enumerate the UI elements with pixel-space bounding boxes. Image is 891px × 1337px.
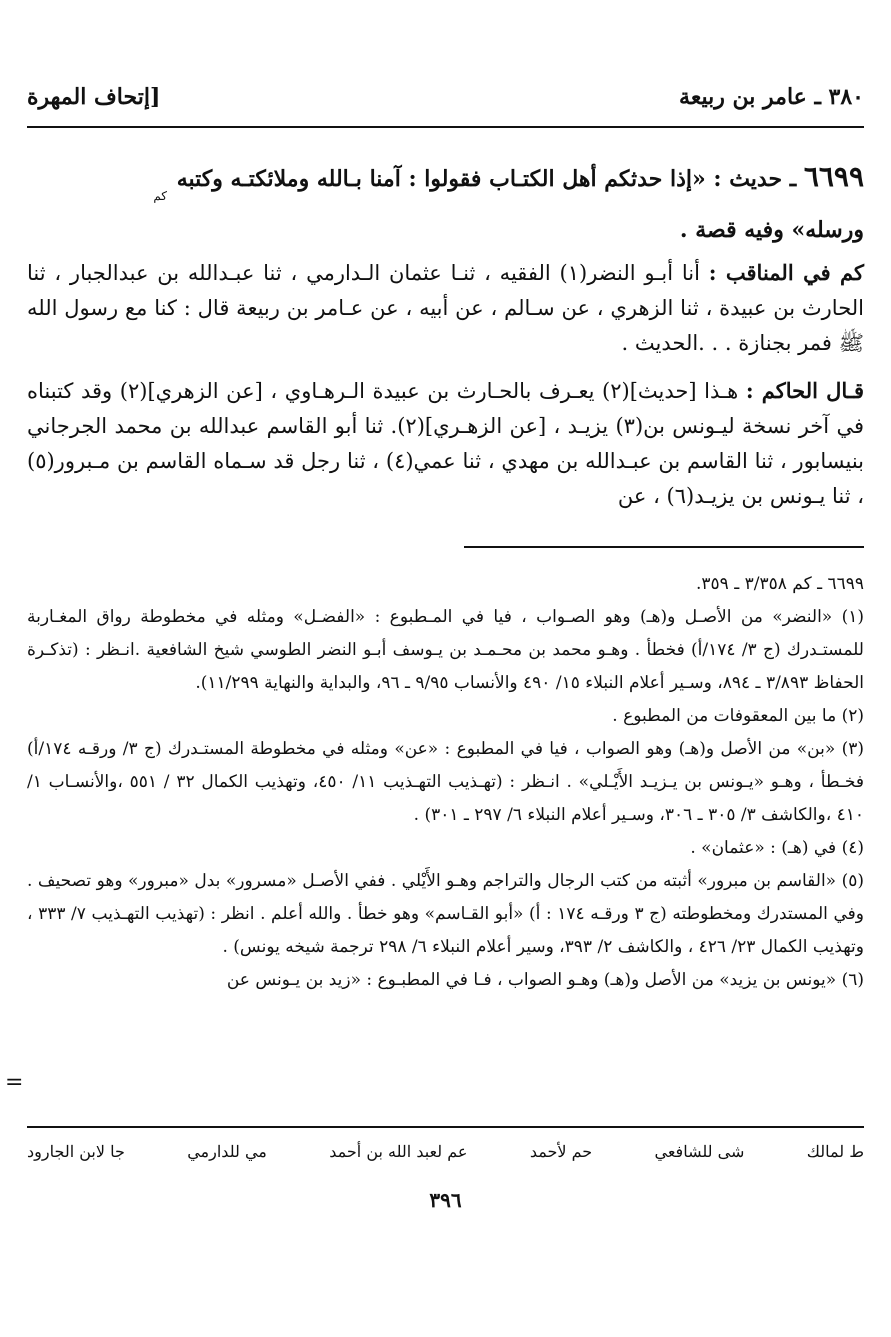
page-number: ٣٩٦ xyxy=(429,1188,462,1212)
sigla-item: مي للدارمي xyxy=(187,1142,267,1161)
header-chapter-title: ٣٨٠ ـ عامر بن ربيعة xyxy=(679,84,864,110)
sigla-item: جا لابن الجارود xyxy=(27,1142,125,1161)
hadith-text-cont: ورسله» وفيه قصة . xyxy=(679,217,864,243)
sigla-item: ط لمالك xyxy=(806,1142,864,1161)
hadith-heading xyxy=(27,160,864,247)
paragraph-1-text: أنا أبـو النضر(١) الفقيه ، ثنـا عثمان الـدارمي ، ثنا عبـدالله بن عبدالجبار ، ثنا الحارث بن عبيدة ، ثنا الزهري ، عن سـالم ، عن أبيه ، عن عـامر بن ربيعة قال : كنا مع رسول الله ﷺ فمر بجنازة . . .الحديث . xyxy=(27,261,864,355)
hadith-text: ـ حديث : «إذا حدثكم أهل الكتـاب فقولوا : آمنا بـالله وملائكتـه وكتبه xyxy=(176,166,797,192)
footnote-2: (٢) ما بين المعقوفات من المطبوع . xyxy=(612,706,864,726)
continuation-mark: = xyxy=(5,1070,24,1095)
paragraph-1-lead: كم في المناقب : xyxy=(708,260,865,285)
book-page xyxy=(5,70,865,1320)
header-divider xyxy=(27,126,864,128)
footnote-6: (٦) «يونس بن يزيد» من الأصل و(هـ) وهـو الصواب ، فـا في المطبـوع : «زيد بن يـونس عن xyxy=(226,970,864,990)
paragraph-2 xyxy=(27,373,864,514)
paragraph-2-text: هـذا [حديث](٢) يعـرف بالحـارث بن عبيدة الـرهـاوي ، [عن الزهري](٢) وقد كتبناه في آخر نسخة ليـونس بن(٣) يزيـد ، [عن الزهـري](٢). ثنا أبو القاسم عبدالله بن محمد الجرجاني بنيسابور ، ثنا القاسم بن عبـدالله بن مهدي ، ثنا عمي(٤) ، ثنا رجل قد سـماه القاسم بن مـبرور(٥) ، ثنا يـونس بن يزيـد(٦) ، عن xyxy=(27,379,865,508)
main-text xyxy=(27,255,864,526)
hadith-number: ٦٦٩٩ xyxy=(803,160,864,193)
footnote-ref: ٦٦٩٩ ـ كم ٣/٣٥٨ ـ ٣٥٩. xyxy=(695,574,864,594)
footnotes xyxy=(27,568,864,997)
paragraph-1 xyxy=(27,255,864,361)
sigla-item: عم لعبد الله بن أحمد xyxy=(329,1142,468,1161)
sigla-item: حم لأحمد xyxy=(529,1142,593,1161)
sigla-item: شی للشافعي xyxy=(654,1142,745,1161)
header-book-title: [إتحاف المهرة xyxy=(27,84,161,110)
footnote-5: (٥) «القاسم بن مبرور» أثبته من كتب الرجال والتراجم وهـو الأَيْلي . ففي الأصـل «مسرور» بدل «مبرور» وهو تصحيف . وفي المستدرك ومخطوطته (ج ٣ ورقـه ١٧٤ : أ) «أبو القـاسم» وهو خطأ . والله أعلم . انظر : (تهذيب التهـذيب ٧/ ٣٣٣ ، وتهذيب الكمال ٢٣/ ٤٢٦ ، والكاشف ٢/ ٣٩٣، وسير أعلام النبلاء ٦/ ٢٩٨ ترجمة شيخه يونس) . xyxy=(27,871,864,957)
sigla-divider xyxy=(27,1126,864,1128)
paragraph-2-lead: قـال الحاكم : xyxy=(745,378,864,403)
footnote-4: (٤) في (هـ) : «عثمان» . xyxy=(690,838,864,858)
footnote-3: (٣) «بن» من الأصل و(هـ) وهو الصواب ، فيا في المطبوع : «عن» ومثله في مخطوطة المستـدرك (ج ٣/ ورقـه ١٧٤/أ) فخـطأ ، وهـو «يـونس بن يـزيـد الأَيْـلي» . انـظر : (تهـذيب التهـذيب ١١/ ٤٥٠، وتهذيب الكمال ٣٢ / ٥٥١ ،والأنسـاب ١/ ٤١٠ ،والكاشف ٣/ ٣٠٥ ـ ٣٠٦، وسـير أعلام النبلاء ٦/ ٢٩٧ ـ ٣٠١) . xyxy=(27,739,864,825)
footnote-divider xyxy=(464,546,864,548)
footnote-1: (١) «النضر» من الأصـل و(هـ) وهو الصـواب ، فيا في المـطبوع : «الفضـل» ومثله في مخطوطة رواق المغـاربة للمستـدرك (ج ٣/ ١٧٤/أ) فخطأ . وهـو محمد بن محـمـد بن يـوسف أبـو النضر الطوسي شيخ الشافعية .انـظر : (تذكـرة الحفاظ ٣/٨٩٣ ـ ٨٩٤، وسـير أعلام النبلاء ١٥/ ٤٩٠ والأنساب ٩/٩٥ ـ ٩٦، والبداية والنهاية ١١/٢٩٩). xyxy=(27,607,864,693)
sigla-legend xyxy=(27,1142,864,1161)
source-mark: كم xyxy=(153,189,168,203)
running-header xyxy=(27,84,864,124)
